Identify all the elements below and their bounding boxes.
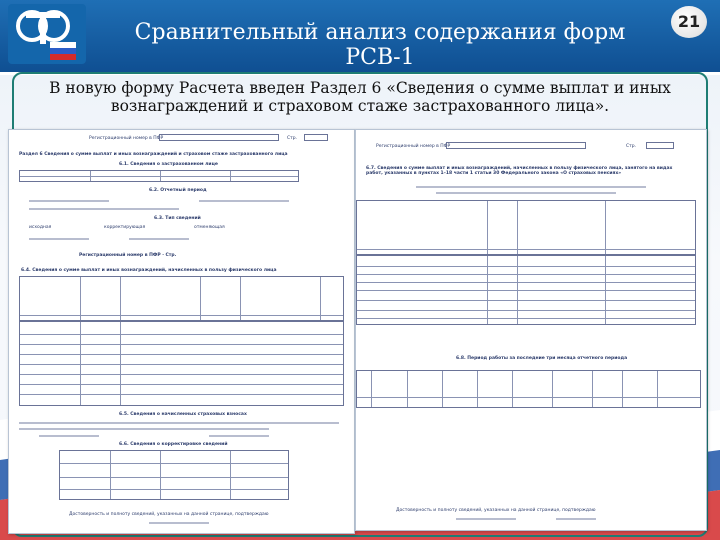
work-period-table: [356, 370, 701, 408]
section-6-title: Раздел 6 Сведения о сумме выплат и иных вознаграждений и страховом стаже застрахованного лица: [19, 152, 288, 157]
type-option-initial: исходная: [29, 225, 52, 230]
certification-line-right: Достоверность и полноту сведений, указанных на данной странице, подтверждаю: [396, 508, 596, 513]
type-option-cancel: отменяющая: [194, 225, 225, 230]
intro-text: В новую форму Расчета введен Раздел 6 «Сведения о сумме выплат и иных вознаграждений и страховом стаже застрахованного лица».: [49, 79, 671, 115]
insured-person-table: [19, 170, 299, 182]
reg-number-boxes-right: [446, 142, 586, 149]
payments-rows: [19, 321, 344, 406]
reg-number-label: Регистрационный номер в ПФР: [89, 136, 164, 141]
page-label-right: Стр.: [626, 144, 637, 149]
subsection-6-7: 6.7. Сведения о сумме выплат и иных вознаграждений, начисленных в пользу физического лица, занятого на видах работ, указанных в пунктах 1–18 части 1 статьи 30 Федерального закона «О страховых пенсиях»: [366, 166, 673, 176]
form-page-right: [355, 129, 707, 531]
page-boxes: [304, 134, 328, 141]
reg-number-label-right: Регистрационный номер в ПФР: [376, 144, 451, 149]
subsection-6-1: 6.1. Сведения о застрахованном лице: [119, 162, 218, 167]
special-conditions-rows: [356, 255, 696, 325]
certification-line: Достоверность и полноту сведений, указанных на данной странице, подтверждаю: [69, 512, 269, 517]
type-option-corrective: корректирующая: [104, 225, 146, 230]
form-page-left: [8, 129, 355, 534]
pfr-logo: [8, 4, 86, 64]
subsection-6-6: 6.6. Сведения о корректировке сведений: [119, 442, 228, 447]
subsection-6-3: 6.3. Тип сведений: [154, 216, 201, 221]
subsection-6-5: 6.5. Сведения о начисленных страховых взносах: [119, 412, 247, 417]
reg-number-boxes: [159, 134, 279, 141]
slide-title: Сравнительный анализ содержания форм РСВ-1: [134, 20, 626, 70]
subsection-6-4: 6.4. Сведения о сумме выплат и иных вознаграждений, начисленных в пользу физического лица: [21, 268, 277, 273]
payments-table: [19, 276, 344, 321]
subsection-6-4-header: Регистрационный номер в ПФР · Стр.: [79, 253, 177, 258]
subsection-6-8: 6.8. Период работы за последние три месяца отчетного периода: [456, 356, 628, 361]
special-conditions-table: [356, 200, 696, 255]
subsection-6-2: 6.2. Отчетный период: [149, 188, 207, 193]
correction-table: [59, 450, 289, 500]
page-boxes-right: [646, 142, 674, 149]
page-label: Стр.: [287, 136, 298, 141]
page-number-badge: 21: [671, 6, 707, 38]
